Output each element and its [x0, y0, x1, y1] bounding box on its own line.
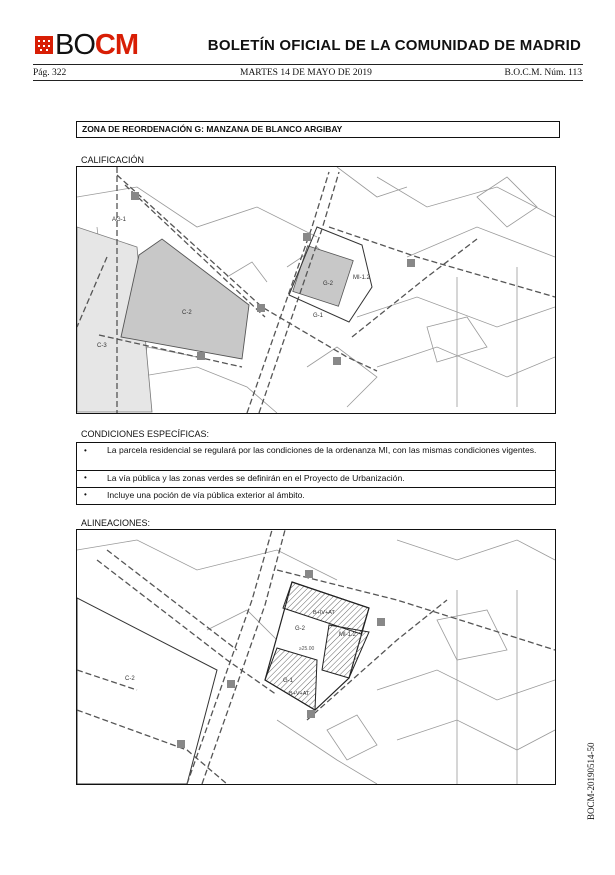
issue-date: MARTES 14 DE MAYO DE 2019	[240, 68, 372, 78]
zone-title: ZONA DE REORDENACIÓN G: MANZANA DE BLANCO ARGIBAY	[76, 121, 560, 138]
calificacion-map	[76, 166, 556, 414]
label-height-top: B+IV+AT	[313, 610, 335, 616]
condiciones-label: CONDICIONES ESPECÍFICAS:	[81, 429, 210, 439]
alineaciones-label: ALINEACIONES:	[81, 518, 151, 528]
label-height-bottom: B+V+AT	[289, 691, 310, 697]
bocm-document-code: BOCM-20190514-50	[586, 742, 596, 820]
label-c3: C-3	[97, 343, 107, 349]
bullet-icon: •	[84, 446, 87, 455]
header-rule-top	[33, 64, 583, 65]
condicion-item	[77, 487, 555, 503]
madrid-flag-logo-icon	[35, 36, 53, 54]
page-number: Pág. 322	[33, 68, 67, 78]
label-mi12: MI-1.2	[339, 632, 357, 638]
condiciones-list	[76, 442, 556, 505]
label-ag1: AG-1	[112, 217, 127, 223]
logo-bo: BO	[55, 29, 95, 61]
label-level: ≥25.00	[299, 646, 315, 652]
label-c2: C-2	[182, 310, 192, 316]
label-g2: G-2	[295, 626, 306, 632]
condicion-text: La vía pública y las zonas verdes se definirán en el Proyecto de Urbanización.	[107, 473, 405, 483]
header-rule-bottom	[33, 80, 583, 81]
logo-cm: CM	[94, 29, 139, 61]
label-g1: G-1	[283, 678, 294, 684]
label-g1: G-1	[313, 313, 324, 319]
label-g2: G-2	[323, 281, 334, 287]
alineaciones-map	[76, 529, 556, 785]
calificacion-label: CALIFICACIÓN	[81, 155, 145, 165]
label-mi12: MI-1.2	[353, 275, 371, 281]
condicion-text: La parcela residencial se regulará por las condiciones de la ordenanza MI, con las mismas condiciones vigentes.	[107, 445, 537, 455]
issue-number: B.O.C.M. Núm. 113	[504, 68, 582, 78]
condicion-item	[77, 442, 555, 469]
condicion-item	[77, 470, 555, 486]
bullet-icon: •	[84, 473, 87, 482]
bulletin-title: BOLETÍN OFICIAL DE LA COMUNIDAD DE MADRID	[207, 37, 581, 54]
label-c2: C-2	[125, 676, 135, 682]
condicion-text: Incluye una poción de vía pública exterior al ámbito.	[107, 490, 305, 500]
bocm-logo	[55, 29, 138, 61]
bullet-icon: •	[84, 490, 87, 499]
